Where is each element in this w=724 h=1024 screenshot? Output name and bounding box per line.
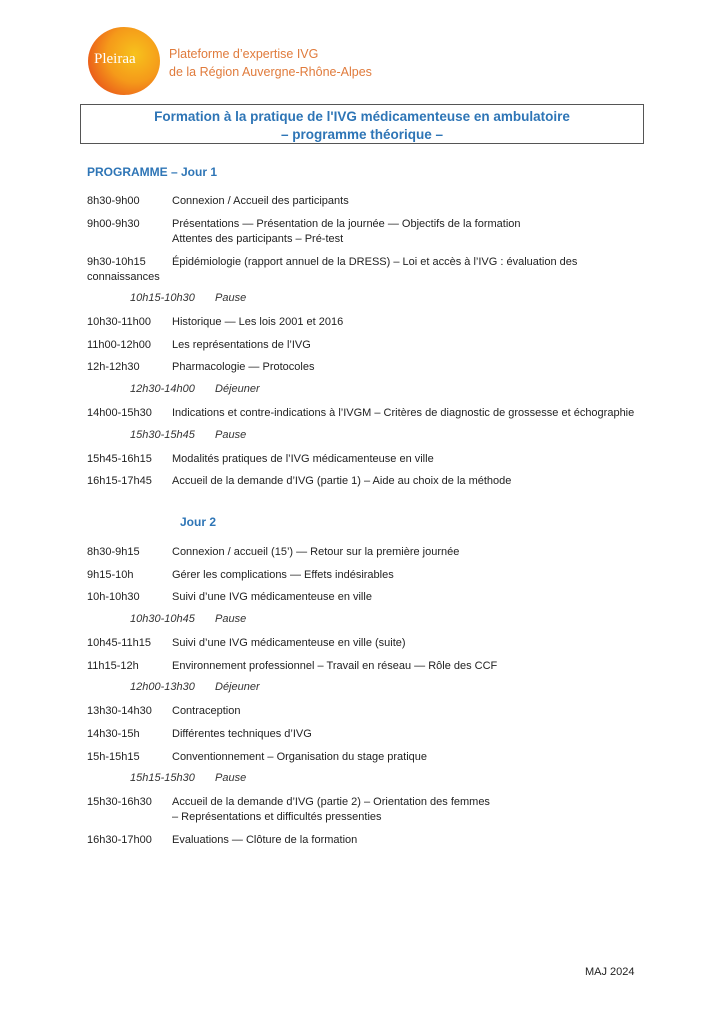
session-title: Pause xyxy=(215,613,247,625)
organization-name xyxy=(169,45,372,81)
time-slot: 11h00-12h00 xyxy=(87,339,152,351)
time-slot: 15h45-16h15 xyxy=(87,453,152,465)
org-line-1: Plateforme d’expertise IVG xyxy=(169,47,319,61)
session-title: Pause xyxy=(215,772,247,784)
time-slot: 10h30-11h00 xyxy=(87,316,152,328)
session-title: Différentes techniques d’IVG xyxy=(172,728,312,740)
org-line-2: de la Région Auvergne-Rhône-Alpes xyxy=(169,65,372,79)
session-title: Les représentations de l’IVG xyxy=(172,339,311,351)
session-title: Evaluations — Clôture de la formation xyxy=(172,834,358,846)
session-title-line-2: – Représentations et difficultés pressenties xyxy=(172,811,382,823)
break-row xyxy=(130,292,246,304)
session-title: Connexion / accueil (15’) — Retour sur la première journée xyxy=(172,546,460,558)
time-slot: 15h15-15h30 xyxy=(130,772,195,784)
session-title: Déjeuner xyxy=(215,681,260,693)
break-row xyxy=(130,429,246,441)
break-row xyxy=(130,383,260,395)
update-date: MAJ 2024 xyxy=(585,966,635,978)
schedule-row xyxy=(87,255,647,285)
time-slot: 10h30-10h45 xyxy=(130,613,195,625)
time-slot: 15h-15h15 xyxy=(87,751,140,763)
time-slot: 12h-12h30 xyxy=(87,361,140,373)
time-slot: 12h30-14h00 xyxy=(130,383,195,395)
schedule-row xyxy=(87,833,647,848)
time-slot: 12h00-13h30 xyxy=(130,681,195,693)
schedule-row xyxy=(87,315,647,330)
schedule-row xyxy=(87,568,647,583)
schedule-row xyxy=(87,406,647,421)
time-slot: 8h30-9h15 xyxy=(87,546,140,558)
schedule-row xyxy=(87,360,647,375)
time-slot: 16h30-17h00 xyxy=(87,834,152,846)
session-title: Accueil de la demande d’IVG (partie 2) – Orientation des femmes xyxy=(172,796,490,808)
time-slot: 11h15-12h xyxy=(87,660,139,672)
session-title: Accueil de la demande d’IVG (partie 1) – Aide au choix de la méthode xyxy=(172,475,512,487)
session-title: Pause xyxy=(215,429,247,441)
document-title xyxy=(80,104,644,144)
title-line-2: – programme théorique – xyxy=(280,127,444,142)
schedule-row xyxy=(87,474,647,489)
session-title: Conventionnement – Organisation du stage pratique xyxy=(172,751,428,763)
schedule-row xyxy=(87,590,647,605)
schedule-row xyxy=(87,338,647,353)
time-slot: 9h00-9h30 xyxy=(87,218,140,230)
schedule-row xyxy=(87,194,647,209)
schedule-row xyxy=(87,659,647,674)
schedule-row xyxy=(87,795,647,825)
session-title: Indications et contre-indications à l’IVGM – Critères de diagnostic de grossesse et échographie xyxy=(172,407,635,419)
logo-text: Pleiraa xyxy=(94,51,136,67)
time-slot: 13h30-14h30 xyxy=(87,705,152,717)
time-slot: 9h15-10h xyxy=(87,569,134,581)
session-title: Historique — Les lois 2001 et 2016 xyxy=(172,316,344,328)
schedule-row xyxy=(87,217,647,247)
session-title: Environnement professionnel – Travail en réseau — Rôle des CCF xyxy=(172,660,498,672)
time-slot: 9h30-10h15 xyxy=(87,256,146,268)
time-slot: 10h45-11h15 xyxy=(87,637,152,649)
session-title: Pause xyxy=(215,292,247,304)
session-title: Épidémiologie (rapport annuel de la DRESS) – Loi et accès à l’IVG : évaluation des connaissances xyxy=(87,256,578,283)
schedule-row xyxy=(87,750,647,765)
schedule-row xyxy=(87,452,647,467)
session-title: Présentations — Présentation de la journée — Objectifs de la formation xyxy=(172,218,521,230)
title-line-1: Formation à la pratique de l'IVG médicamenteuse en ambulatoire xyxy=(154,109,570,124)
break-row xyxy=(130,613,246,625)
time-slot: 15h30-16h30 xyxy=(87,796,152,808)
schedule-row xyxy=(87,704,647,719)
day1-heading: PROGRAMME – Jour 1 xyxy=(87,165,218,179)
schedule-row xyxy=(87,545,647,560)
time-slot: 10h15-10h30 xyxy=(130,292,195,304)
schedule-row xyxy=(87,636,647,651)
pleiraa-logo xyxy=(88,27,160,95)
time-slot: 10h-10h30 xyxy=(87,591,140,603)
session-title: Suivi d’une IVG médicamenteuse en ville (suite) xyxy=(172,637,406,649)
day2-heading: Jour 2 xyxy=(180,515,217,529)
time-slot: 15h30-15h45 xyxy=(130,429,195,441)
session-title: Suivi d’une IVG médicamenteuse en ville xyxy=(172,591,372,603)
time-slot: 14h30-15h xyxy=(87,728,140,740)
session-title: Connexion / Accueil des participants xyxy=(172,195,349,207)
session-title: Pharmacologie — Protocoles xyxy=(172,361,315,373)
break-row xyxy=(130,772,246,784)
schedule-row xyxy=(87,727,647,742)
session-title: Gérer les complications — Effets indésirables xyxy=(172,569,394,581)
session-title: Déjeuner xyxy=(215,383,260,395)
session-title: Modalités pratiques de l’IVG médicamenteuse en ville xyxy=(172,453,434,465)
time-slot: 14h00-15h30 xyxy=(87,407,152,419)
break-row xyxy=(130,681,260,693)
time-slot: 8h30-9h00 xyxy=(87,195,140,207)
time-slot: 16h15-17h45 xyxy=(87,475,152,487)
session-title: Contraception xyxy=(172,705,241,717)
session-title-line-2: Attentes des participants – Pré-test xyxy=(172,233,344,245)
